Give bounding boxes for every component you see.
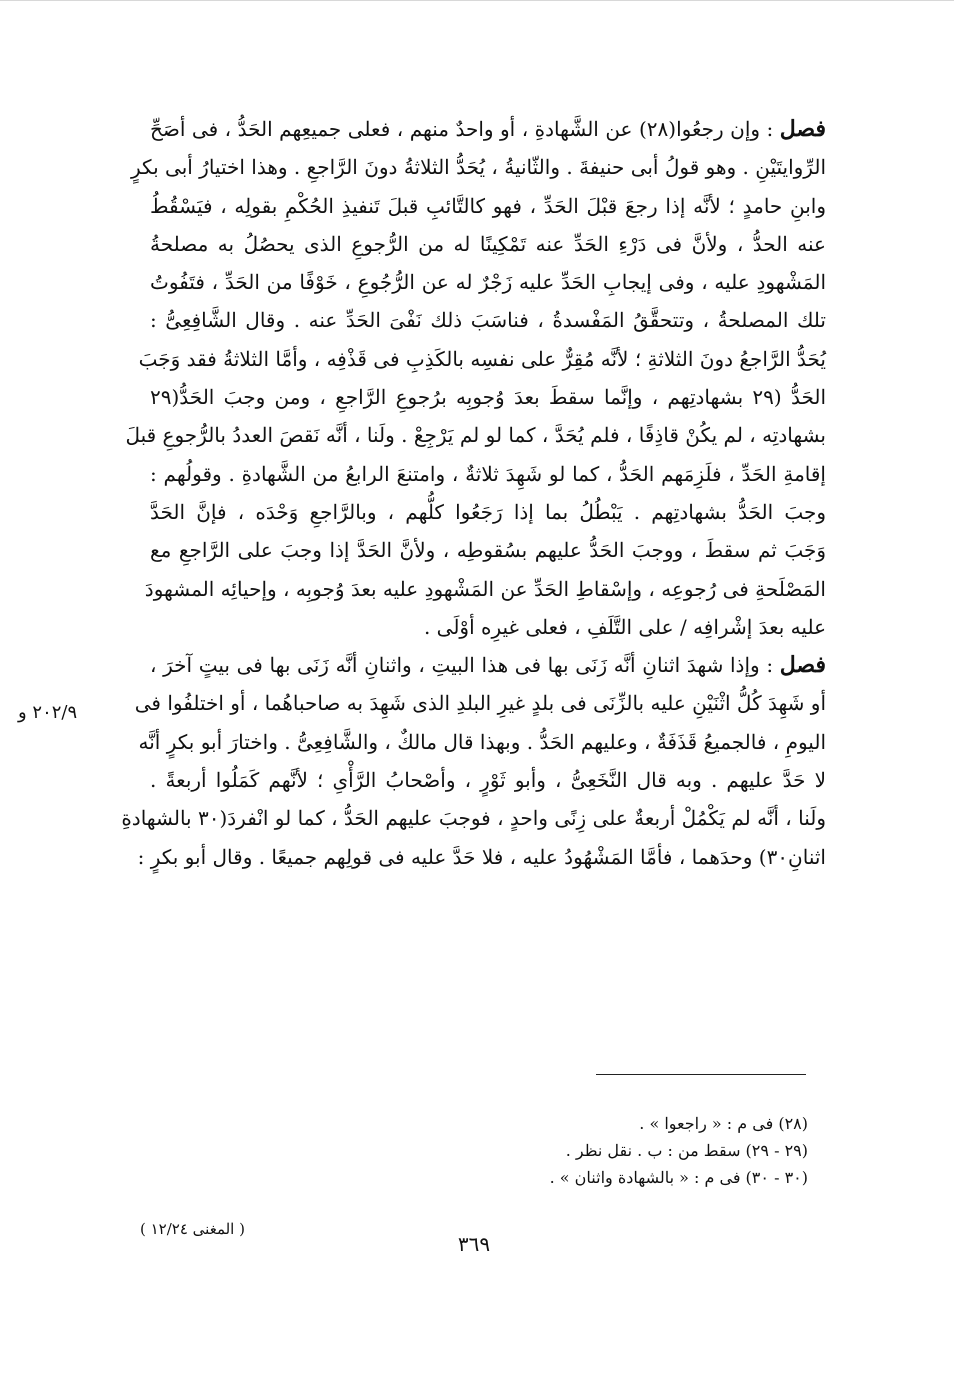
- text-line: أو شَهِدَ كُلُّ اثْنَيْنِ عليه بالزِّنَى فى بلدٍ غيرِ البلدِ الذى شَهِدَ به صاحباهُما ، أو اختلفُوا فى: [134, 691, 826, 716]
- paragraph-1-line-1: [150, 110, 826, 148]
- page-edge: [0, 0, 954, 1]
- margin-folio-note: ٢٠٢/٩ و: [18, 702, 78, 723]
- footnote: (٢٨) فى م : « راجعوا » .: [639, 1114, 808, 1133]
- printer-signature: ( المغنى ١٢/٢٤ ): [140, 1220, 245, 1238]
- text-line: يُحَدُّ الرَّاجعُ دونَ الثلاثةِ ؛ لأنَّه مُقِرٌّ على نفسِه بالكَذِبِ فى قَذْفِه ، وأمَّا الثلاثةُ فقد وَجَبَ: [138, 346, 826, 371]
- text-line: اليومِ ، فالجميعُ قَذَفَةٌ ، وعليهم الحَدُّ . وبهذا قال مالكٌ ، والشَّافِعِىُّ . واختارَ أبو بكرٍ أنَّه: [138, 729, 826, 754]
- text-line: المَصْلَحةِ فى رُجوعِه ، وإسْقاطِ الحَدِّ عن المَشْهودِ عليه بعدَ وُجوبِه ، وإحيائِه المشهودَ: [144, 576, 826, 601]
- text-line: تلك المصلحةُ ، وتتحقَّقُ المَفْسدةُ ، فناسَبَ ذلك نَفْىَ الحَدِّ عنه . وقال الشَّافِعِىُّ :: [150, 308, 826, 333]
- text-line: بشهادتِه ، لم يكُنْ قاذِفًا ، فلم يُحَدَّ ، كما لو لم يَرْجِعْ . ولَنا ، أنَّه نَقصَ العددُ بالرُّجوعِ قبلَ: [125, 423, 826, 448]
- page-number: ٣٦٩: [457, 1232, 491, 1256]
- text-line: لا حَدَّ عليهم . وبه قال النَّخَعِىُّ ، وأبو ثَوْرٍ ، وأصْحابُ الرَّأْىِ ؛ لأنَّهم كَمَلُوا أربعةً .: [150, 768, 826, 793]
- text-line: وجبَ الحَدُّ بشهادتِهم . يَبْطُلُ بما إذا رَجَعُوا كلُّهم ، وبالرَّاجعِ وَحْدَه ، فإنَّ الحَدَّ: [150, 499, 826, 524]
- footnote-divider: [596, 1074, 806, 1075]
- footnotes: [550, 1110, 808, 1191]
- text-line: المَشْهودِ عليه ، وفى إيجابِ الحَدِّ عليه زَجْرٌ له عن الرُّجُوعِ ، خَوْفًا من الحَدِّ ، فتَفُوتُ: [150, 270, 826, 295]
- paragraph-2-line-1: [150, 646, 826, 684]
- text-line: وابنِ حامدٍ ؛ لأنَّه إذا رجعَ قبْلَ الحَدِّ ، فهو كالتَّائبِ قبلَ تَنفيذِ الحُكْمِ بقولِه ، فيَسْقُطُ: [150, 193, 826, 218]
- footnote: (٢٩ - ٢٩) سقط من : ب . نقل نظر .: [565, 1141, 808, 1160]
- text-line: الرِّوايتَيْنِ . وهو قولُ أبى حنيفةَ . والثّانيةُ ، يُحَدُّ الثلاثةُ دونَ الرَّاجعِ . وهذا اختيارُ أبى بكرٍ: [131, 155, 826, 180]
- text-line: وَجَبَ ثم سقطَ ، ووجبَ الحَدُّ عليهم بسُقوطِه ، ولأنَّ الحَدَّ إذا وجبَ على الرَّاجعِ مع: [150, 538, 827, 563]
- footnote: (٣٠ - ٣٠) فى م : « بالشهادة واثنان » .: [549, 1168, 808, 1187]
- paragraph-1-opening: : وإن رجعُوا(٢٨) عن الشَّهادةِ ، أو واحدٌ منهم ، فعلى جميعِهم الحَدُّ ، فى أصَحِّ: [150, 117, 780, 141]
- section-heading-1: فصل: [779, 116, 827, 142]
- paragraph-2-opening: : وإذا شهدَ اثنانِ أنَّه زَنَى بها فى هذا البيتِ ، واثنانِ أنَّه زَنَى بها فى بيتٍ آخرَ ،: [150, 653, 780, 678]
- text-line: إقامةِ الحَدِّ ، فلَزِمَهم الحَدُّ ، كما لو شَهِدَ ثلاثةٌ ، وامتنعَ الرابعُ من الشَّهادةِ . وقولُهم :: [150, 461, 826, 486]
- main-text: [121, 110, 827, 876]
- text-line: الحَدُّ (٢٩ بشهادتِهم ، وإنَّما سقطَ بعدَ وُجوبِه برُجوعِ الرَّاجعِ ، ومن وجبَ الحَدُّ(٢٩: [150, 385, 827, 410]
- section-heading-2: فصل: [779, 652, 826, 679]
- text-line: عليه بعدَ إشْرافِه / على التَّلَفِ ، فعلى غيرِه أوْلَى .: [423, 614, 826, 639]
- text-line: اثنانِ٣٠) وحدَهما ، فأمَّا المَشْهُودُ عليه ، فلا حَدَّ عليه فى قولِهم جميعًا . وقال أبو بكرٍ :: [137, 844, 826, 869]
- text-line: ولَنا ، أنَّه لم يَكْمُلْ أربعةٌ على زِنًى واحدٍ ، فوجبَ عليهم الحَدُّ ، كما لو انْفردَ(٣٠ بالشهادةِ: [121, 806, 826, 831]
- text-line: عنه الحدُّ ، ولأنَّ فى دَرْءِ الحَدِّ عنه تَمْكِينًا له من الرُّجوعِ الذى يحصُلُ به مصلحةُ: [150, 231, 826, 256]
